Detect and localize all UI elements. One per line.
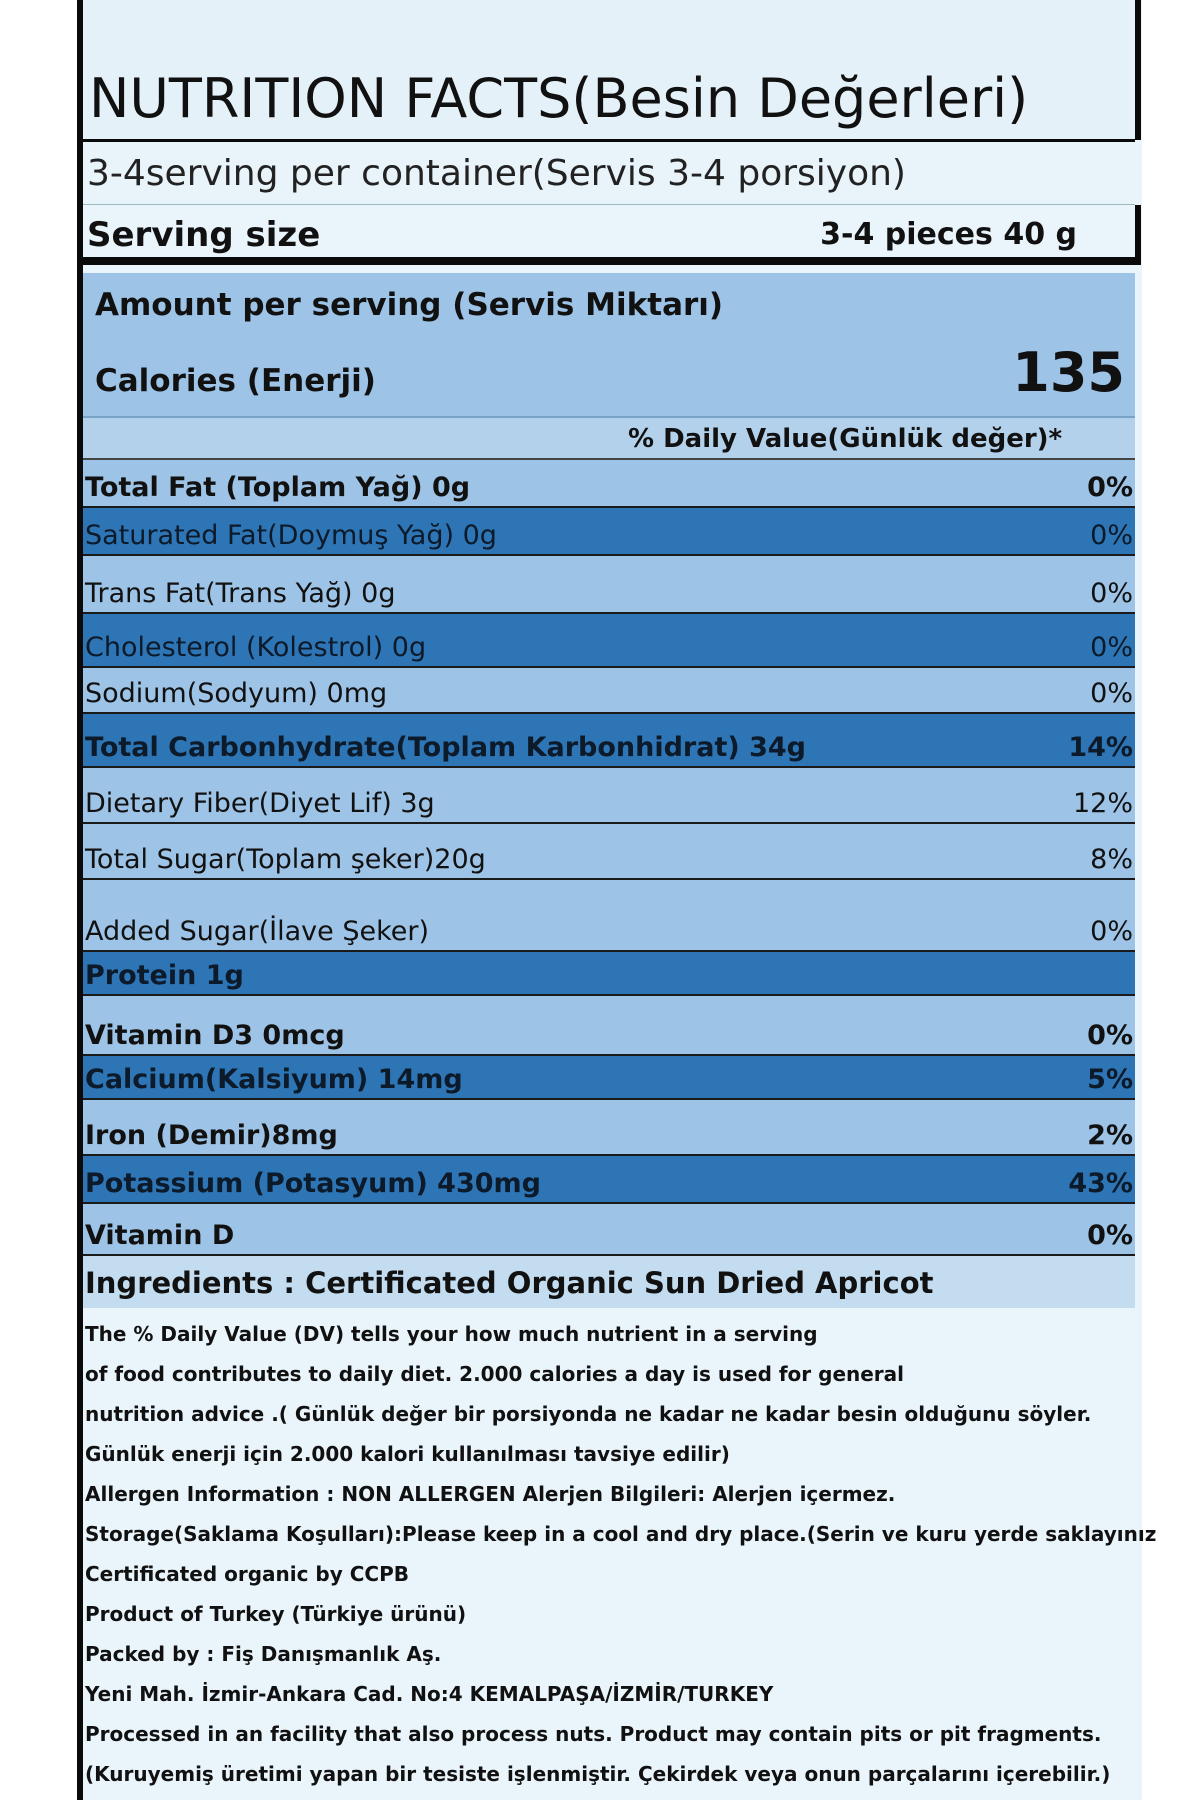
address-info: Yeni Mah. İzmir-Ankara Cad. No:4 KEMALPAŞA/İZMİR/TURKEY xyxy=(85,1682,774,1706)
storage-info: Storage(Saklama Koşulları):Please keep in a cool and dry place.(Serin ve kuru yerde saklayınız xyxy=(85,1522,1157,1546)
servings-per-container: 3-4serving per container(Servis 3-4 porsiyon) xyxy=(87,153,906,194)
footnote-line: of food contributes to daily diet. 2.000 calories a day is used for general xyxy=(85,1362,905,1386)
calories-label: Calories (Enerji) xyxy=(95,363,376,399)
label-title: NUTRITION FACTS(Besin Değerleri) xyxy=(89,67,1029,130)
serving-size-section xyxy=(83,205,1135,265)
nutrient-percent: 2% xyxy=(1087,1120,1133,1151)
nutrient-row-calcium xyxy=(83,1056,1135,1100)
nutrient-label: Vitamin D xyxy=(85,1220,235,1251)
footnote-line: The % Daily Value (DV) tells your how much nutrient in a serving xyxy=(85,1322,818,1346)
nutrient-row-added-sugar xyxy=(83,880,1135,952)
nutrient-row-total-fat xyxy=(83,460,1135,508)
serving-size-value: 3-4 pieces 40 g xyxy=(820,217,1077,252)
nutrient-percent: 0% xyxy=(1090,578,1133,609)
nutrient-row-trans-fat xyxy=(83,556,1135,614)
nutrient-percent: 43% xyxy=(1068,1168,1133,1199)
nutrient-label: Dietary Fiber(Diyet Lif) 3g xyxy=(85,788,435,819)
footnote-line: Günlük enerji için 2.000 kalori kullanılması tavsiye edilir) xyxy=(85,1442,730,1466)
nutrient-label: Added Sugar(İlave Şeker) xyxy=(85,916,430,947)
amount-per-serving-section xyxy=(83,273,1135,418)
nutrient-label: Sodium(Sodyum) 0mg xyxy=(85,678,388,709)
nutrient-percent: 0% xyxy=(1090,632,1133,663)
nutrient-row-sodium xyxy=(83,668,1135,714)
servings-section xyxy=(83,142,1135,205)
daily-value-label: % Daily Value(Günlük değer)* xyxy=(628,424,1063,454)
footnote-line: nutrition advice .( Günlük değer bir porsiyonda ne kadar ne kadar besin olduğunu söyler. xyxy=(85,1402,1092,1426)
origin-info: Product of Turkey (Türkiye ürünü) xyxy=(85,1602,467,1626)
nutrient-percent: 5% xyxy=(1087,1064,1133,1095)
nutrient-label: Total Fat (Toplam Yağ) 0g xyxy=(85,472,471,503)
nutrient-row-cholesterol xyxy=(83,614,1135,668)
nutrient-row-dietary-fiber xyxy=(83,768,1135,824)
frame-border-right xyxy=(1134,0,1141,140)
nutrient-percent: 12% xyxy=(1072,788,1133,819)
nutrient-row-total-sugar xyxy=(83,824,1135,880)
nutrient-label: Potassium (Potasyum) 430mg xyxy=(85,1168,542,1199)
nutrient-percent: 0% xyxy=(1087,1020,1133,1051)
nutrient-label: Calcium(Kalsiyum) 14mg xyxy=(85,1064,463,1095)
frame-border-right-lower xyxy=(1134,205,1141,265)
nutrient-label: Total Carbonhydrate(Toplam Karbonhidrat) 34g xyxy=(85,732,807,763)
processing-warning-tr: (Kuruyemiş üretimi yapan bir tesiste işlenmiştir. Çekirdek veya onun parçalarını içerebilir.) xyxy=(85,1762,1111,1786)
serving-size-label: Serving size xyxy=(87,215,321,255)
title-section xyxy=(83,0,1135,142)
nutrient-label: Saturated Fat(Doymuş Yağ) 0g xyxy=(85,520,497,551)
nutrient-percent: 0% xyxy=(1087,1220,1133,1251)
nutrient-percent: 0% xyxy=(1090,916,1133,947)
allergen-info: Allergen Information : NON ALLERGEN Alerjen Bilgileri: Alerjen içermez. xyxy=(85,1482,896,1506)
nutrient-row-total-carbohydrate xyxy=(83,714,1135,768)
processing-warning: Processed in an facility that also process nuts. Product may contain pits or pit fragments. xyxy=(85,1722,1102,1746)
nutrient-percent: 14% xyxy=(1068,732,1133,763)
nutrient-label: Vitamin D3 0mcg xyxy=(85,1020,345,1051)
certification-info: Certificated organic by CCPB xyxy=(85,1562,410,1586)
nutrient-row-protein xyxy=(83,952,1135,996)
nutrient-row-saturated-fat xyxy=(83,508,1135,556)
daily-value-header xyxy=(83,418,1135,460)
nutrient-percent: 0% xyxy=(1087,472,1133,503)
nutrient-label: Protein 1g xyxy=(85,960,244,991)
footnotes xyxy=(85,1314,1157,1794)
nutrient-row-iron xyxy=(83,1100,1135,1156)
nutrient-row-vitamin-d xyxy=(83,1204,1135,1256)
ingredients-text: Ingredients : Certificated Organic Sun Dried Apricot xyxy=(85,1266,934,1300)
packer-info: Packed by : Fiş Danışmanlık Aş. xyxy=(85,1642,442,1666)
calories-value: 135 xyxy=(1012,341,1125,404)
nutrient-percent: 0% xyxy=(1090,520,1133,551)
amount-per-serving-label: Amount per serving (Servis Miktarı) xyxy=(95,287,724,323)
nutrient-label: Iron (Demir)8mg xyxy=(85,1120,338,1151)
nutrient-label: Trans Fat(Trans Yağ) 0g xyxy=(85,578,396,609)
nutrient-label: Cholesterol (Kolestrol) 0g xyxy=(85,632,427,663)
nutrient-percent: 0% xyxy=(1090,678,1133,709)
nutrient-percent: 8% xyxy=(1090,844,1133,875)
nutrient-row-vitamin-d3 xyxy=(83,996,1135,1056)
nutrient-label: Total Sugar(Toplam şeker)20g xyxy=(85,844,486,875)
ingredients-section xyxy=(83,1256,1135,1308)
nutrient-row-potassium xyxy=(83,1156,1135,1204)
